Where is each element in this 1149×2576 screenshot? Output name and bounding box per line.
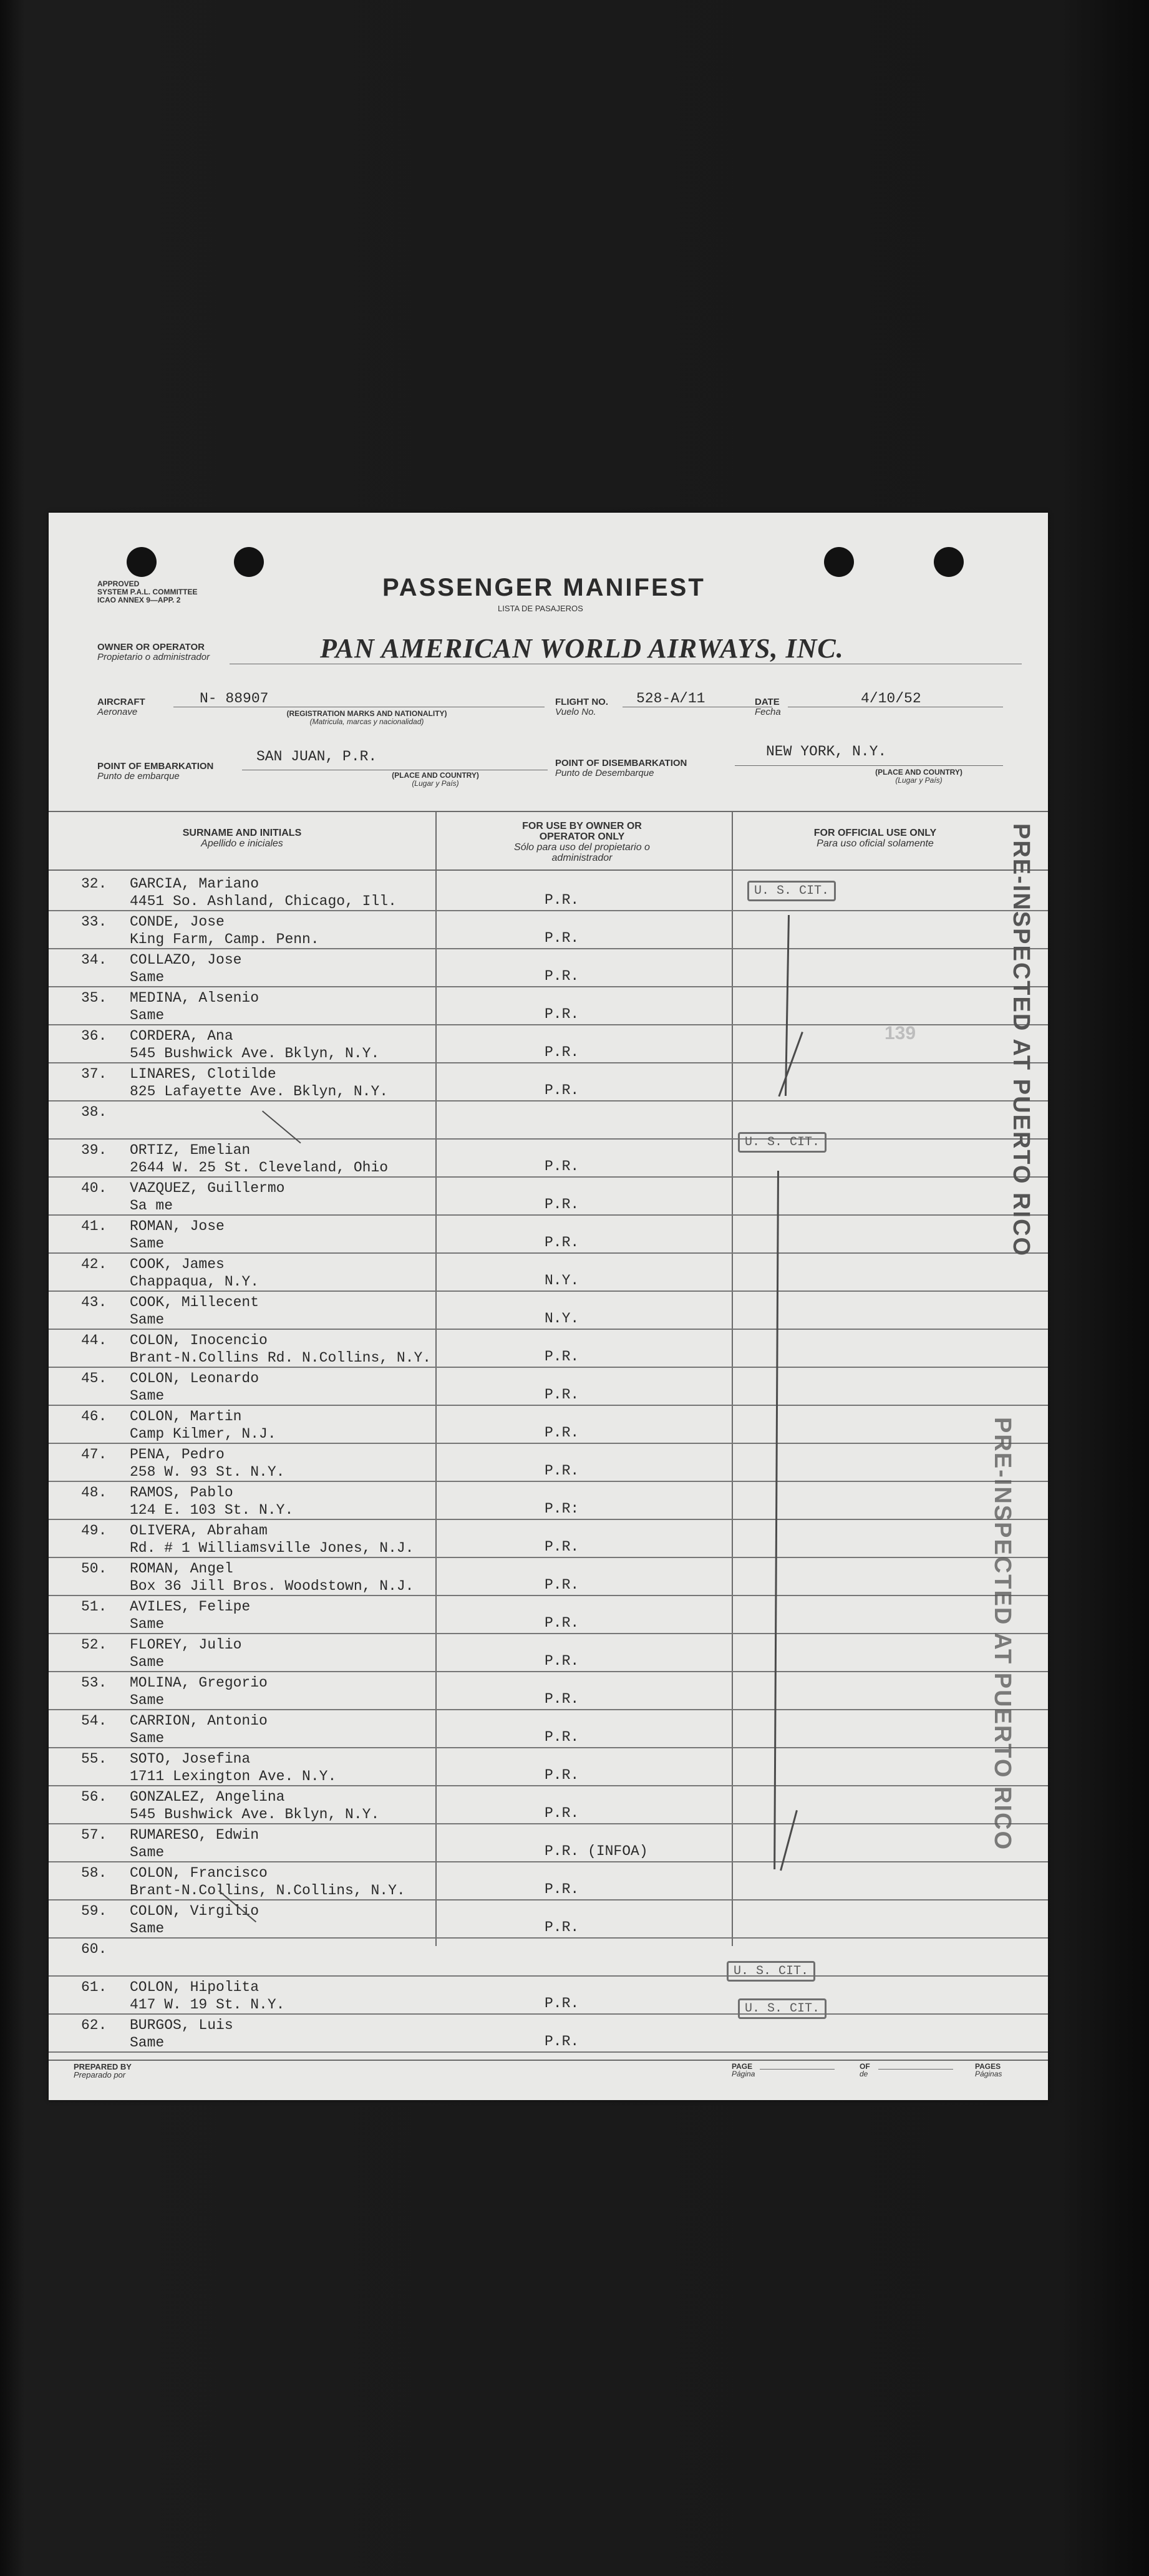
passenger-name: ROMAN, Jose bbox=[130, 1218, 225, 1234]
table-row bbox=[49, 1140, 1048, 1178]
table-row bbox=[49, 1063, 1048, 1102]
row-number: 60. bbox=[81, 1941, 107, 1957]
passenger-address: Same bbox=[130, 1654, 165, 1670]
passenger-address: 258 W. 93 St. N.Y. bbox=[130, 1464, 285, 1480]
passenger-address: Brant-N.Collins, N.Collins, N.Y. bbox=[130, 1882, 405, 1899]
date-value: 4/10/52 bbox=[861, 690, 921, 707]
us-cit-stamp: U. S. CIT. bbox=[738, 1132, 827, 1153]
row-number: 36. bbox=[81, 1028, 107, 1044]
aircraft-label: AIRCRAFT Aeronave bbox=[97, 697, 145, 717]
row-number: 53. bbox=[81, 1675, 107, 1691]
date-label: DATE Fecha bbox=[755, 697, 781, 717]
page-label: PAGE Página bbox=[732, 2062, 755, 2078]
us-cit-stamp: U. S. CIT. bbox=[727, 1961, 815, 1982]
owner-column-value: P.R. bbox=[545, 1463, 579, 1479]
col-header-official: FOR OFFICIAL USE ONLY Para uso oficial solamente bbox=[813, 828, 937, 849]
owner-column-value: P.R. bbox=[545, 1158, 579, 1174]
passenger-name: CONDE, Jose bbox=[130, 914, 225, 930]
table-row bbox=[49, 2015, 1048, 2053]
owner-column-value: P.R. bbox=[545, 1729, 579, 1745]
owner-column-value: P.R. bbox=[545, 1653, 579, 1669]
passenger-name: COOK, Millecent bbox=[130, 1294, 259, 1310]
passenger-address: Same bbox=[130, 1312, 165, 1328]
passenger-address: 4451 So. Ashland, Chicago, Ill. bbox=[130, 893, 397, 909]
table-row bbox=[49, 987, 1048, 1025]
table-row bbox=[49, 1558, 1048, 1596]
prepared-by-label: PREPARED BY Preparado por bbox=[74, 2062, 132, 2080]
passenger-address: 545 Bushwick Ave. Bklyn, N.Y. bbox=[130, 1045, 380, 1062]
owner-label: OWNER OR OPERATOR Propietario o administrador bbox=[97, 642, 210, 662]
owner-column-value: P.R. bbox=[545, 1995, 579, 2012]
passenger-name: AVILES, Felipe bbox=[130, 1599, 251, 1615]
table-row bbox=[49, 1672, 1048, 1710]
approval-note: APPROVED SYSTEM P.A.L. COMMITTEE ICAO ANNEX 9—APP. 2 bbox=[97, 579, 198, 604]
faint-number: 139 bbox=[885, 1023, 916, 1043]
table-row bbox=[49, 1901, 1048, 1939]
row-number: 61. bbox=[81, 1979, 107, 1995]
passenger-name: FLOREY, Julio bbox=[130, 1637, 242, 1653]
table-row bbox=[49, 1406, 1048, 1444]
owner-column-value: P.R. bbox=[545, 1615, 579, 1631]
owner-column-value: P.R. bbox=[545, 1805, 579, 1821]
passenger-name: COLON, Francisco bbox=[130, 1865, 268, 1881]
col-header-names: SURNAME AND INITIALS Apellido e iniciales bbox=[182, 828, 302, 849]
table-row bbox=[49, 1178, 1048, 1216]
passenger-address: 825 Lafayette Ave. Bklyn, N.Y. bbox=[130, 1083, 389, 1100]
passenger-address: 124 E. 103 St. N.Y. bbox=[130, 1502, 294, 1518]
passenger-address: Same bbox=[130, 1388, 165, 1404]
owner-column-value: N.Y. bbox=[545, 1272, 579, 1289]
aircraft-note: (REGISTRATION MARKS AND NATIONALITY) (Matricula, marcas y nacionalidad) bbox=[286, 709, 447, 726]
table-row bbox=[49, 949, 1048, 987]
embark-value: SAN JUAN, P.R. bbox=[256, 748, 377, 765]
pages-label: PAGES Páginas bbox=[975, 2062, 1002, 2078]
passenger-address: Same bbox=[130, 1616, 165, 1632]
owner-column-value: P.R. bbox=[545, 1044, 579, 1060]
page-title: PASSENGER MANIFEST bbox=[382, 574, 705, 601]
table-row bbox=[49, 911, 1048, 949]
table-row bbox=[49, 1482, 1048, 1520]
table-row bbox=[49, 1444, 1048, 1482]
passenger-name: ORTIZ, Emelian bbox=[130, 1142, 251, 1158]
table-row bbox=[49, 1939, 1048, 1977]
table-row bbox=[49, 1786, 1048, 1824]
table-row bbox=[49, 1824, 1048, 1862]
row-number: 47. bbox=[81, 1446, 107, 1463]
row-number: 56. bbox=[81, 1789, 107, 1805]
owner-column-value: P.R. bbox=[545, 1234, 579, 1251]
table-row bbox=[49, 1520, 1048, 1558]
passenger-address: Same bbox=[130, 1920, 165, 1937]
row-number: 43. bbox=[81, 1294, 107, 1310]
table-row bbox=[49, 1596, 1048, 1634]
row-number: 32. bbox=[81, 876, 107, 892]
passenger-address: Same bbox=[130, 969, 165, 985]
passenger-name: RAMOS, Pablo bbox=[130, 1484, 233, 1501]
row-number: 62. bbox=[81, 2017, 107, 2033]
row-number: 38. bbox=[81, 1104, 107, 1120]
row-number: 44. bbox=[81, 1332, 107, 1349]
disembark-place-note: (PLACE AND COUNTRY) (Lugar y País) bbox=[875, 768, 962, 785]
passenger-address: Box 36 Jill Bros. Woodstown, N.J. bbox=[130, 1578, 414, 1594]
owner-column-value: P.R. bbox=[545, 1006, 579, 1022]
owner-column-value: P.R. (INFOA) bbox=[545, 1843, 648, 1859]
owner-column-value: P.R. bbox=[545, 930, 579, 946]
passenger-list bbox=[49, 513, 1048, 2100]
owner-column-value: P.R. bbox=[545, 1196, 579, 1213]
disembark-value: NEW YORK, N.Y. bbox=[766, 743, 887, 760]
passenger-name: RUMARESO, Edwin bbox=[130, 1827, 259, 1843]
passenger-name: LINARES, Clotilde bbox=[130, 1066, 276, 1082]
row-number: 34. bbox=[81, 952, 107, 968]
owner-column-value: N.Y. bbox=[545, 1310, 579, 1327]
table-row bbox=[49, 1330, 1048, 1368]
row-number: 58. bbox=[81, 1865, 107, 1881]
row-number: 49. bbox=[81, 1523, 107, 1539]
preinspected-stamp: PRE-INSPECTED AT PUERTO RICO bbox=[989, 1417, 1016, 1851]
passenger-address: Chappaqua, N.Y. bbox=[130, 1274, 259, 1290]
embark-label: POINT OF EMBARKATION Punto de embarque bbox=[97, 761, 214, 782]
row-number: 54. bbox=[81, 1713, 107, 1729]
passenger-name: MEDINA, Alsenio bbox=[130, 990, 259, 1006]
passenger-name: OLIVERA, Abraham bbox=[130, 1523, 268, 1539]
col-header-owner: FOR USE BY OWNER OR OPERATOR ONLY Sólo para uso del propietario o administrador bbox=[514, 821, 650, 863]
row-number: 48. bbox=[81, 1484, 107, 1501]
owner-column-value: P.R. bbox=[545, 1082, 579, 1098]
passenger-name: COLON, Virgilio bbox=[130, 1903, 259, 1919]
table-row bbox=[49, 1710, 1048, 1748]
owner-column-value: P.R. bbox=[545, 892, 579, 908]
passenger-name: COLON, Hipolita bbox=[130, 1979, 259, 1995]
passenger-address: Brant-N.Collins Rd. N.Collins, N.Y. bbox=[130, 1350, 432, 1366]
row-number: 39. bbox=[81, 1142, 107, 1158]
owner-column-value: P.R. bbox=[545, 1349, 579, 1365]
owner-column-value: P.R. bbox=[545, 1767, 579, 1783]
table-row bbox=[49, 1368, 1048, 1406]
table-row bbox=[49, 873, 1048, 911]
passenger-address: Same bbox=[130, 1692, 165, 1708]
table-row bbox=[49, 1216, 1048, 1254]
passenger-name: GARCIA, Mariano bbox=[130, 876, 259, 892]
passenger-name: COOK, James bbox=[130, 1256, 225, 1272]
owner-column-value: P.R. bbox=[545, 1539, 579, 1555]
table-row bbox=[49, 1748, 1048, 1786]
preinspected-stamp: PRE-INSPECTED AT PUERTO RICO bbox=[1008, 823, 1034, 1257]
owner-column-value: P.R. bbox=[545, 1577, 579, 1593]
table-row bbox=[49, 1102, 1048, 1140]
row-number: 57. bbox=[81, 1827, 107, 1843]
passenger-address: Rd. # 1 Williamsville Jones, N.J. bbox=[130, 1540, 414, 1556]
passenger-name: PENA, Pedro bbox=[130, 1446, 225, 1463]
row-number: 42. bbox=[81, 1256, 107, 1272]
passenger-address: 417 W. 19 St. N.Y. bbox=[130, 1997, 285, 2013]
owner-column-value: P.R. bbox=[545, 1881, 579, 1897]
passenger-name: COLON, Martin bbox=[130, 1408, 242, 1425]
table-row bbox=[49, 1634, 1048, 1672]
row-number: 52. bbox=[81, 1637, 107, 1653]
aircraft-value: N- 88907 bbox=[200, 690, 269, 707]
passenger-name: COLON, Leonardo bbox=[130, 1370, 259, 1387]
row-number: 35. bbox=[81, 990, 107, 1006]
manifest-sheet bbox=[49, 513, 1048, 2100]
embark-place-note: (PLACE AND COUNTRY) (Lugar y País) bbox=[392, 771, 479, 788]
passenger-address: Camp Kilmer, N.J. bbox=[130, 1426, 276, 1442]
passenger-name: ROMAN, Angel bbox=[130, 1561, 233, 1577]
table-row bbox=[49, 1292, 1048, 1330]
passenger-address: Same bbox=[130, 1007, 165, 1024]
row-number: 45. bbox=[81, 1370, 107, 1387]
page-title-es: LISTA DE PASAJEROS bbox=[498, 604, 583, 613]
flight-value: 528-A/11 bbox=[636, 690, 705, 707]
owner-column-value: P.R. bbox=[545, 1919, 579, 1935]
row-number: 41. bbox=[81, 1218, 107, 1234]
disembark-label: POINT OF DISEMBARKATION Punto de Desembarque bbox=[555, 758, 687, 778]
passenger-name: GONZALEZ, Angelina bbox=[130, 1789, 285, 1805]
owner-column-value: P.R. bbox=[545, 1425, 579, 1441]
table-row bbox=[49, 1977, 1048, 2015]
us-cit-stamp: U. S. CIT. bbox=[747, 881, 836, 901]
passenger-name: COLON, Inocencio bbox=[130, 1332, 268, 1349]
passenger-address: 545 Bushwick Ave. Bklyn, N.Y. bbox=[130, 1806, 380, 1823]
row-number: 55. bbox=[81, 1751, 107, 1767]
owner-column-value: P.R. bbox=[545, 968, 579, 984]
row-number: 51. bbox=[81, 1599, 107, 1615]
row-number: 33. bbox=[81, 914, 107, 930]
passenger-address: Same bbox=[130, 1844, 165, 1861]
passenger-name: VAZQUEZ, Guillermo bbox=[130, 1180, 285, 1196]
owner-column-value: P.R. bbox=[545, 1387, 579, 1403]
owner-column-value: P.R. bbox=[545, 2033, 579, 2050]
passenger-address: Same bbox=[130, 2035, 165, 2051]
airline-name: PAN AMERICAN WORLD AIRWAYS, INC. bbox=[320, 633, 844, 664]
passenger-address: King Farm, Camp. Penn. bbox=[130, 931, 319, 947]
passenger-address: Same bbox=[130, 1236, 165, 1252]
row-number: 37. bbox=[81, 1066, 107, 1082]
passenger-address: 1711 Lexington Ave. N.Y. bbox=[130, 1768, 337, 1784]
row-number: 50. bbox=[81, 1561, 107, 1577]
passenger-address: 2644 W. 25 St. Cleveland, Ohio bbox=[130, 1160, 389, 1176]
passenger-address: Same bbox=[130, 1730, 165, 1746]
passenger-name: MOLINA, Gregorio bbox=[130, 1675, 268, 1691]
row-number: 46. bbox=[81, 1408, 107, 1425]
owner-column-value: P.R: bbox=[545, 1501, 579, 1517]
row-number: 59. bbox=[81, 1903, 107, 1919]
passenger-address: Sa me bbox=[130, 1198, 173, 1214]
of-label: OF de bbox=[860, 2062, 870, 2078]
passenger-name: CORDERA, Ana bbox=[130, 1028, 233, 1044]
us-cit-stamp: U. S. CIT. bbox=[738, 1998, 827, 2019]
passenger-name: SOTO, Josefina bbox=[130, 1751, 251, 1767]
row-number: 40. bbox=[81, 1180, 107, 1196]
passenger-name: CARRION, Antonio bbox=[130, 1713, 268, 1729]
flight-label: FLIGHT NO. Vuelo No. bbox=[555, 697, 608, 717]
table-row bbox=[49, 1254, 1048, 1292]
table-row bbox=[49, 1862, 1048, 1901]
passenger-name: BURGOS, Luis bbox=[130, 2017, 233, 2033]
passenger-name: COLLAZO, Jose bbox=[130, 952, 242, 968]
owner-column-value: P.R. bbox=[545, 1691, 579, 1707]
